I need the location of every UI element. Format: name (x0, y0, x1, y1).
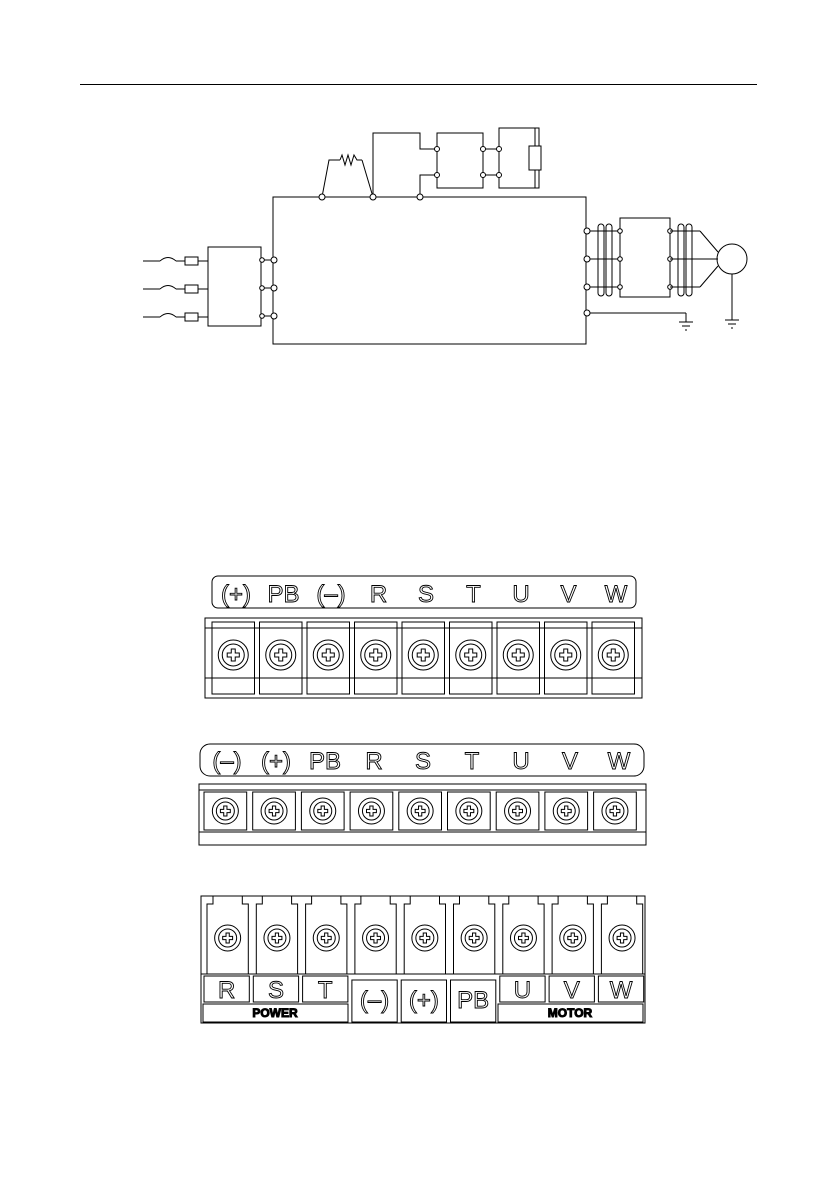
strip-a-terminal-label: (+) (221, 581, 251, 608)
strip-a-terminal-label: S (417, 581, 435, 608)
screw-icon (503, 640, 533, 670)
strip-b-terminal-label: U (512, 748, 530, 775)
strip-b-terminal-label: V (561, 748, 579, 775)
strip-a-terminal-label: R (369, 581, 388, 608)
strip-c-terminal-label: (+) (408, 987, 439, 1014)
screw-icon (218, 640, 248, 670)
strip-b-terminal-label: T (464, 748, 480, 775)
strip-b-terminal-label: S (414, 748, 432, 775)
strip-c-terminal-label: R (217, 977, 236, 1004)
strip-c-terminal-label: PB (457, 987, 490, 1014)
motor-group-label: MOTOR (547, 1006, 593, 1020)
strip-c-terminal-label: (–) (359, 987, 390, 1014)
strip-c-terminal-label: W (609, 977, 633, 1004)
screw-icon (408, 640, 438, 670)
strip-c-terminal-label: U (513, 977, 532, 1004)
strip-a-terminal-label: V (560, 581, 577, 608)
screw-icon (266, 640, 296, 670)
screw-icon (361, 640, 391, 670)
strip-a-terminal-label: W (604, 581, 628, 608)
screw-icon (598, 640, 628, 670)
strip-a-terminal-label: PB (267, 581, 300, 608)
screw-icon (313, 640, 343, 670)
screw-icon (551, 640, 581, 670)
strip-b-terminal-label: PB (308, 748, 342, 775)
strip-b-terminal-label: (–) (212, 748, 242, 775)
strip-a-terminal-label: T (466, 581, 481, 608)
strip-a-terminal-label: (–) (316, 581, 346, 608)
strip-c-terminal-label: V (563, 977, 580, 1004)
strip-a-terminal-label: U (512, 581, 530, 608)
strip-b-terminal-label: (+) (261, 748, 291, 775)
strip-c-terminal-label: S (267, 977, 284, 1004)
strip-b-terminal-label: W (607, 748, 631, 775)
strip-b-terminal-label: R (365, 748, 383, 775)
power-group-label: POWER (252, 1006, 298, 1020)
strip-c-terminal-label: T (317, 977, 333, 1004)
screw-icon (456, 640, 486, 670)
